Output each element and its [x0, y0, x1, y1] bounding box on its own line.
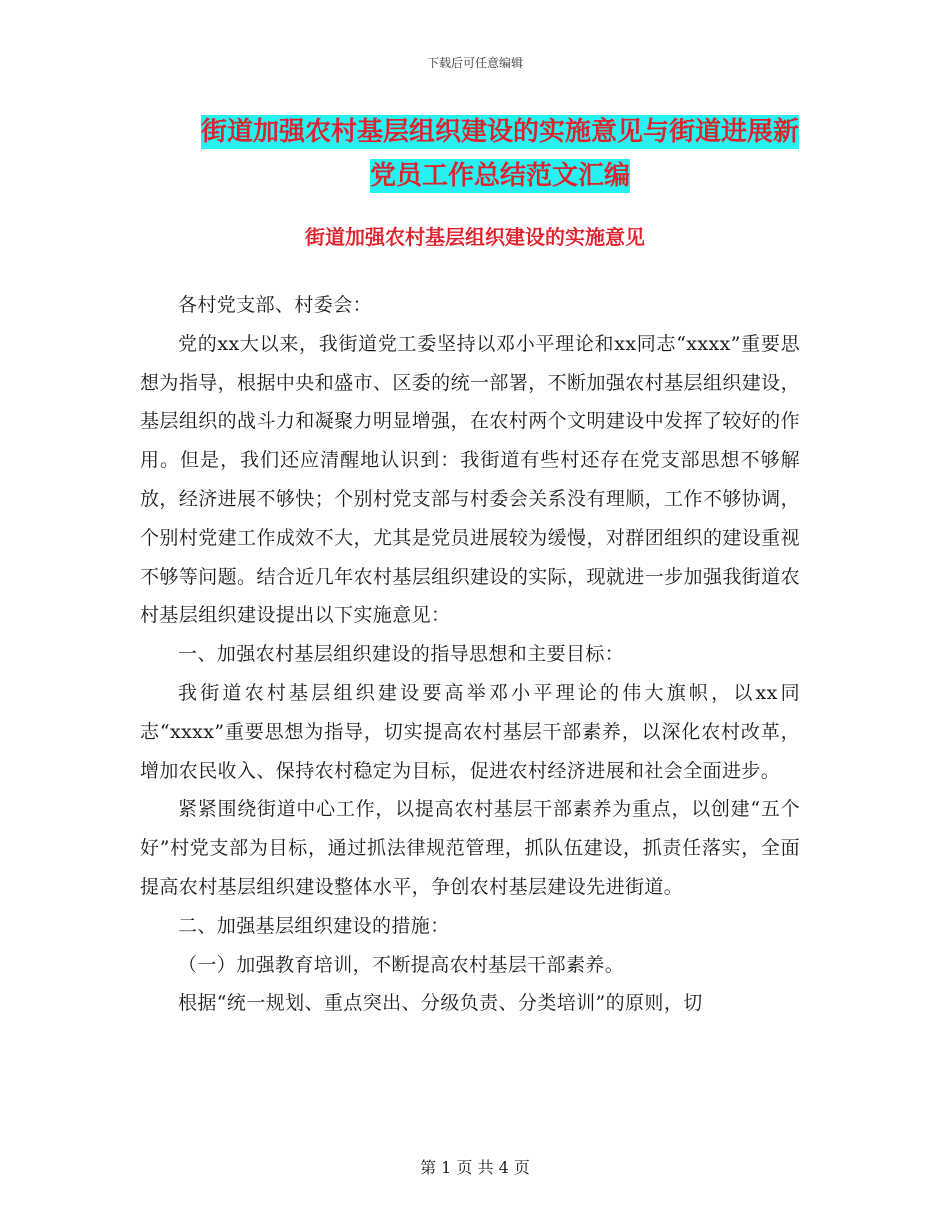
paragraph-subheading-1: （一）加强教育培训，不断提高农村基层干部素养。: [178, 953, 625, 976]
title-line-1: 街道加强农村基层组织建设的实施意见与街道进展新: [200, 117, 799, 147]
paragraph-heading-1: 一、加强农村基层组织建设的指导思想和主要目标：: [178, 643, 625, 666]
paragraph-salutation: 各村党支部、村委会：: [178, 294, 373, 316]
paragraph-guiding-thought: 我街道农村基层组织建设要高举邓小平理论的伟大旗帜，以xx同志“xxxx”重要思想为指导，切实提高农村基层干部素养，以深化农村改革，增加农民收入、保持农村稳定为目标，促进农村经济进展和社会全面进步。: [140, 681, 800, 782]
paragraph-intro: 党的xx大以来，我街道党工委坚持以邓小平理论和xx同志“xxxx”重要思想为指导，根据中央和盛市、区委的统一部署，不断加强农村基层组织建设，基层组织的战斗力和凝聚力明显增强，在农村两个文明建设中发挥了较好的作用。但是，我们还应清醒地认识到：我街道有些村还存在党支部思想不够解放，经济进展不够快；个别村党支部与村委会关系没有理顺，工作不够协调，个别村党建工作成效不大，尤其是党员进展较为缓慢，对群团组织的建设重视不够等问题。结合近几年农村基层组织建设的实际，现就进一步加强我街道农村基层组织建设提出以下实施意见：: [140, 332, 800, 627]
paragraph-heading-2: 二、加强基层组织建设的措施：: [178, 914, 450, 937]
paragraph-training: 根据“统一规划、重点突出、分级负责、分类培训”的原则，切: [178, 992, 703, 1015]
section-title: 街道加强农村基层组织建设的实施意见: [305, 225, 645, 249]
document-body: [140, 286, 800, 1023]
document-title: [120, 110, 880, 198]
page-header-note: 下载后可任意编辑: [426, 56, 523, 70]
page-number: 第 1 页 共 4 页: [420, 1158, 530, 1177]
paragraph-goals: 紧紧围绕街道中心工作，以提高农村基层干部素养为重点，以创建“五个好”村党支部为目标，通过抓法律规范管理，抓队伍建设，抓责任落实，全面提高农村基层组织建设整体水平，争创农村基层建设先进街道。: [140, 798, 800, 898]
title-line-2: 党员工作总结范文汇编: [369, 161, 630, 191]
